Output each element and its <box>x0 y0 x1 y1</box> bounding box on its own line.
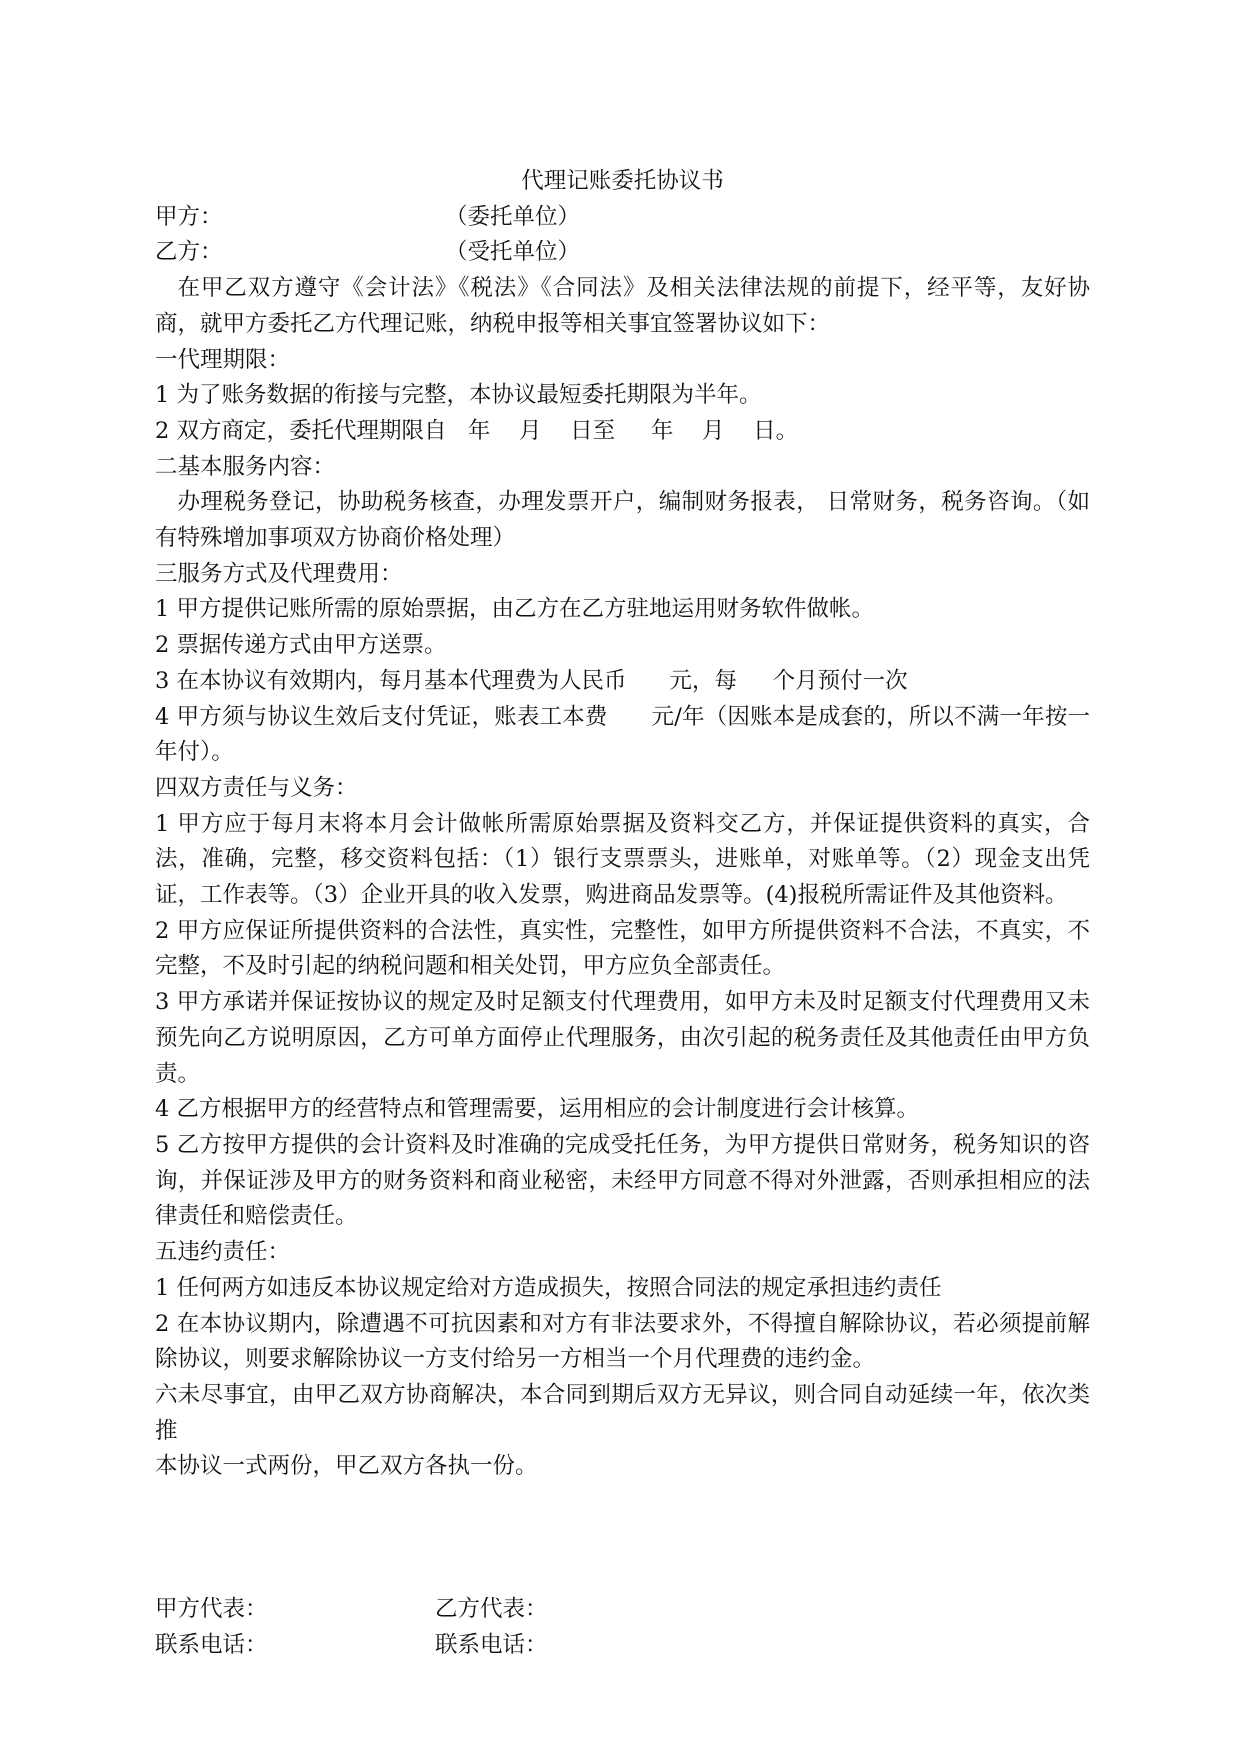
section-3-item-1: 1 甲方提供记账所需的原始票据，由乙方在乙方驻地运用财务软件做帐。 <box>155 596 874 623</box>
party-b-phone-label: 联系电话： <box>435 1631 548 1658</box>
section-6-body: 六未尽事宜，由甲乙双方协商解决，本合同到期后双方无异议，则合同自动延续一年，依次类推 <box>155 1381 1090 1444</box>
signature-phone-row <box>155 1628 1090 1664</box>
section-3-item-3: 3 在本协议有效期内，每月基本代理费为人民币 元，每 个月预付一次 <box>155 667 908 694</box>
section-4-item-4: 4 乙方根据甲方的经营特点和管理需要，运用相应的会计制度进行会计核算。 <box>155 1096 919 1123</box>
section-5-heading: 五违约责任： <box>155 1239 291 1266</box>
section-3-item-2: 2 票据传递方式由甲方送票。 <box>155 632 447 659</box>
party-a-rep-label: 甲方代表： <box>155 1596 268 1623</box>
party-a-label: 甲方： <box>155 203 223 230</box>
section-4-item-2: 2 甲方应保证所提供资料的合法性，真实性，完整性，如甲方所提供资料不合法，不真实，不完整，不及时引起的纳税问题和相关处罚，甲方应负全部责任。 <box>155 917 1090 980</box>
section-5-item-1: 1 任何两方如违反本协议规定给对方造成损失，按照合同法的规定承担违约责任 <box>155 1274 942 1301</box>
party-b-role: （受托单位） <box>445 239 581 266</box>
section-1-heading: 一代理期限： <box>155 346 291 373</box>
document-title: 代理记账委托协议书 <box>521 168 724 194</box>
party-b-line <box>155 235 1090 271</box>
signature-spacer <box>155 1485 1090 1592</box>
section-4-item-3: 3 甲方承诺并保证按协议的规定及时足额支付代理费用，如甲方未及时足额支付代理费用又未预先向乙方说明原因，乙方可单方面停止代理服务，由次引起的税务责任及其他责任由甲方负责。 <box>155 989 1090 1087</box>
section-2-body: 办理税务登记，协助税务核查，办理发票开户，编制财务报表， 日常财务，税务咨询。（如有特殊增加事项双方协商价格处理） <box>155 489 1090 552</box>
section-1-item-2: 2 双方商定，委托代理期限自 年 月 日至 年 月 日。 <box>155 417 799 444</box>
document-body <box>155 164 1090 1663</box>
section-4-item-1: 1 甲方应于每月末将本月会计做帐所需原始票据及资料交乙方，并保证提供资料的真实，合法，准确，完整，移交资料包括：（1）银行支票票头，进账单，对账单等。（2）现金支出凭证，工作表等。（3）企业开具的收入发票，购进商品发票等。(4)报税所需证件及其他资料。 <box>155 810 1090 909</box>
section-2-heading: 二基本服务内容： <box>155 453 336 480</box>
party-a-line <box>155 200 1090 236</box>
section-4-heading: 四双方责任与义务： <box>155 774 358 801</box>
closing-statement: 本协议一式两份，甲乙双方各执一份。 <box>155 1453 538 1480</box>
preamble-paragraph: 在甲乙双方遵守《会计法》《税法》《合同法》及相关法律法规的前提下，经平等，友好协商，就甲方委托乙方代理记账，纳税申报等相关事宜签署协议如下： <box>155 275 1090 337</box>
section-5-item-2: 2 在本协议期内，除遭遇不可抗因素和对方有非法要求外，不得擅自解除协议，若必须提前解除协议，则要求解除协议一方支付给另一方相当一个月代理费的违约金。 <box>155 1310 1090 1373</box>
party-b-label: 乙方： <box>155 239 223 266</box>
section-3-item-4: 4 甲方须与协议生效后支付凭证，账表工本费 元/年（因账本是成套的，所以不满一年按一年付）。 <box>155 703 1090 766</box>
party-a-phone-label: 联系电话： <box>155 1631 268 1658</box>
section-3-heading: 三服务方式及代理费用： <box>155 560 403 587</box>
section-1-item-1: 1 为了账务数据的衔接与完整，本协议最短委托期限为半年。 <box>155 382 762 409</box>
section-4-item-5: 5 乙方按甲方提供的会计资料及时准确的完成受托任务，为甲方提供日常财务，税务知识的咨询，并保证涉及甲方的财务资料和商业秘密，未经甲方同意不得对外泄露，否则承担相应的法律责任和赔偿责任。 <box>155 1131 1090 1230</box>
signature-rep-row <box>155 1592 1090 1628</box>
party-a-role: （委托单位） <box>445 203 581 230</box>
party-b-rep-label: 乙方代表： <box>435 1596 548 1623</box>
